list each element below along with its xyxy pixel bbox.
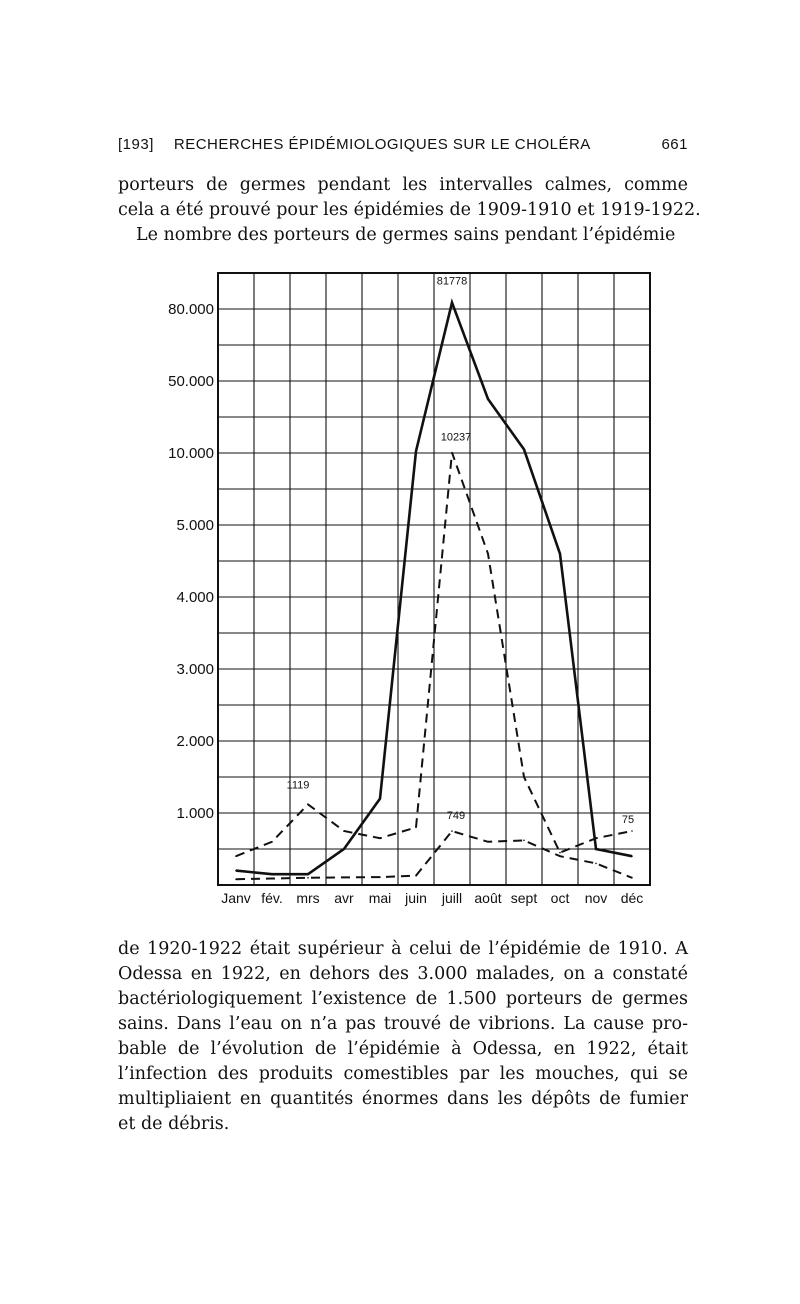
series-point [595, 848, 597, 850]
x-tick-label: juin [405, 890, 427, 906]
series-point [595, 837, 597, 839]
series-point [343, 877, 345, 879]
series-point [487, 841, 489, 843]
series-point [631, 877, 633, 879]
series-point [235, 855, 237, 857]
series-point [235, 878, 237, 880]
text-line: Le nombre des porteurs de germes sains pendant l’épidémie [136, 225, 676, 245]
series-point [271, 878, 273, 880]
y-tick-label: 10.000 [168, 445, 214, 462]
y-tick-label: 4.000 [176, 589, 214, 606]
series-point [307, 873, 309, 875]
series-point [487, 553, 489, 555]
series-point [379, 837, 381, 839]
peak-annotation: 1119 [286, 779, 310, 792]
text-line: sains. Dans l’eau on n’a pas trouvé de vibrions. La cause pro- [118, 1014, 688, 1034]
y-tick-label: 5.000 [176, 517, 214, 534]
series-point [379, 876, 381, 878]
paragraph-bottom [118, 937, 688, 1137]
x-tick-label: juill [441, 890, 463, 906]
series-point [307, 877, 309, 879]
series-point [559, 855, 561, 857]
page-number: 661 [661, 136, 688, 153]
text-line: bable de l’évolution de l’épidémie à Odessa, en 1922, était [118, 1039, 688, 1059]
series-point [307, 804, 309, 806]
x-tick-label: mai [368, 890, 392, 906]
text-line: cela a été prouvé pour les épidémies de 1909-1910 et 1919-1922. [118, 200, 701, 220]
series-point [523, 840, 525, 842]
y-tick-label: 80.000 [168, 301, 214, 318]
running-title: RECHERCHES ÉPIDÉMIOLOGIQUES SUR LE CHOLÉRA [173, 136, 591, 153]
text-line: Odessa en 1922, en dehors des 3.000 malades, on a constaté [118, 964, 688, 984]
page-reference: [193] [118, 136, 154, 153]
series-point [559, 852, 561, 854]
x-tick-label: nov [584, 890, 608, 906]
peak-annotation: 10237 [440, 431, 472, 444]
series-point [379, 798, 381, 800]
series-point [271, 873, 273, 875]
series-point [415, 450, 417, 452]
series-point [523, 776, 525, 778]
x-tick-label: avr [334, 890, 354, 906]
y-tick-label: 1.000 [176, 805, 214, 822]
y-tick-label: 3.000 [176, 661, 214, 678]
series-point [451, 830, 453, 832]
x-tick-label: oct [550, 890, 570, 906]
series-point [415, 827, 417, 829]
text-line: bactériologiquement l’existence de 1.500 porteurs de germes [118, 989, 688, 1009]
peak-annotation: 81778 [436, 275, 468, 288]
series-point [271, 841, 273, 843]
peak-annotation: 749 [446, 810, 466, 823]
series-point [451, 452, 453, 454]
peak-annotation: 75 [621, 814, 635, 826]
series-point [487, 398, 489, 400]
text-line: multipliaient en quantités énormes dans les dépôts de fumier [118, 1089, 688, 1109]
series-point [631, 855, 633, 857]
series-point [343, 830, 345, 832]
text-line: de 1920-1922 était supérieur à celui de l’épidémie de 1910. A [118, 939, 688, 959]
series-point [235, 870, 237, 872]
series-point [343, 848, 345, 850]
x-tick-label: août [474, 890, 502, 906]
text-line: l’infection des produits comestibles par les mouches, qui se [118, 1064, 688, 1084]
x-tick-label: sept [510, 890, 538, 906]
x-tick-label: mrs [296, 890, 320, 906]
series-point [631, 830, 633, 832]
text-line: et de débris. [118, 1114, 230, 1134]
x-tick-label: fév. [261, 890, 283, 906]
x-tick-label: Janv [221, 890, 251, 906]
series-point [559, 553, 561, 555]
y-tick-label: 2.000 [176, 733, 214, 750]
x-tick-label: déc [620, 890, 644, 906]
series-point [415, 875, 417, 877]
series-point [523, 449, 525, 451]
series-point [451, 302, 453, 304]
y-tick-label: 50.000 [168, 373, 214, 390]
series-point [595, 863, 597, 865]
text-line: porteurs de germes pendant les intervalles calmes, comme [118, 175, 688, 195]
